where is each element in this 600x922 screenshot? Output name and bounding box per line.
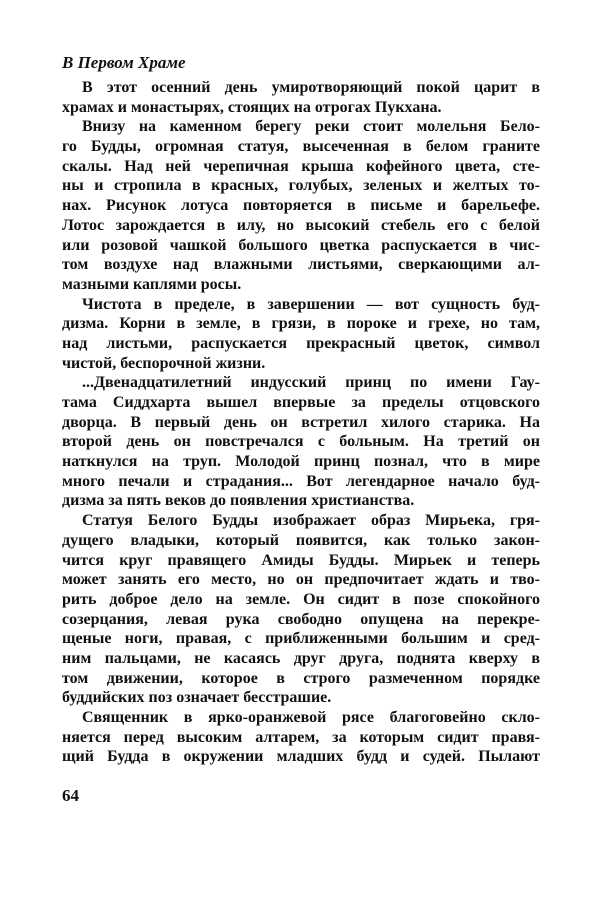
paragraph xyxy=(62,295,540,374)
text-line: тама Сиддхарта вышел впервые за пределы отцовского xyxy=(62,394,540,411)
text-line: В этот осенний день умиротворяющий покой царит в xyxy=(82,79,540,96)
text-line: чистой, беспорочной жизни. xyxy=(62,354,266,372)
text-line: может занять его место, но он предпочитает ждать и тво- xyxy=(62,571,540,589)
text-line: созерцания, левая рука свободно опущена на перекре- xyxy=(62,610,540,628)
text-line: много печали и страдания... Вот легендарное начало буд- xyxy=(62,472,540,490)
text-line: рить доброе дело на земле. Он сидит в позе спокойного xyxy=(62,590,540,608)
text-line: или розовой чашкой большого цветка распускается в чис- xyxy=(62,236,540,254)
text-line: Внизу на каменном берегу реки стоит молельня Бело- xyxy=(82,118,540,136)
paragraph xyxy=(62,117,540,294)
paragraph xyxy=(62,511,540,708)
paragraph xyxy=(62,78,540,117)
text-line: второй день он повстречался с больным. На третий он xyxy=(62,433,540,451)
text-line: щий Будда в окружении младших будд и судей. Пылают xyxy=(62,748,540,766)
text-line: ...Двенадцатилетний индусский принц по имени Гау- xyxy=(82,374,540,392)
text-line: дворца. В первый день он встретил хилого старика. На xyxy=(62,413,540,431)
text-line: храмах и монастырях, стоящих на отрогах Пукхана. xyxy=(62,98,442,116)
text-line: дизма за пять веков до появления христианства. xyxy=(62,492,415,510)
text-line: дизма. Корни в земле, в грязи, в пороке и грехе, но там, xyxy=(62,315,540,333)
text-line: скалы. Над ней черепичная крыша кофейного цвета, сте- xyxy=(62,157,540,175)
text-line: няется перед высоким алтарем, за которым сидит правя- xyxy=(62,728,540,746)
paragraph xyxy=(62,708,540,767)
text-line: щеные ноги, правая, с приближенными большим и сред- xyxy=(62,630,540,648)
text-line: дущего владыки, который появится, как только закон- xyxy=(62,531,540,549)
text-line: над листьми, распускается прекрасный цветок, символ xyxy=(62,334,540,352)
text-line: нах. Рисунок лотуса повторяется в письме и барельефе. xyxy=(62,197,540,215)
text-line: Статуя Белого Будды изображает образ Мирьека, гря- xyxy=(82,512,540,530)
text-line: ним пальцами, не касаясь друг друга, поднята кверху в xyxy=(62,649,540,667)
text-line: наткнулся на труп. Молодой принц познал, что в мире xyxy=(62,453,540,471)
paragraph xyxy=(62,373,540,511)
text-line: чится круг правящего Амиды Будды. Мирьек и теперь xyxy=(62,551,540,569)
text-line: том воздухе над влажными листьями, сверкающими ал- xyxy=(62,256,540,274)
text-line: буддийских поз означает бесстрашие. xyxy=(62,689,332,707)
text-line: го Будды, огромная статуя, высеченная в белом граните xyxy=(62,138,540,156)
text-line: том движении, которое в строго размеченном порядке xyxy=(62,669,540,687)
text-line: мазными каплями росы. xyxy=(62,275,242,293)
body-text xyxy=(62,78,540,767)
text-line: Священник в ярко-оранжевой рясе благоговейно скло- xyxy=(82,709,540,726)
text-line: ны и стропила в красных, голубых, зеленых и желтых то- xyxy=(62,177,540,195)
section-title: В Первом Храме xyxy=(62,53,186,72)
text-line: Чистота в пределе, в завершении — вот сущность буд- xyxy=(82,295,540,313)
page-number: 64 xyxy=(62,786,79,805)
text-line: Лотос зарождается в илу, но высокий стебель его с белой xyxy=(62,216,540,234)
